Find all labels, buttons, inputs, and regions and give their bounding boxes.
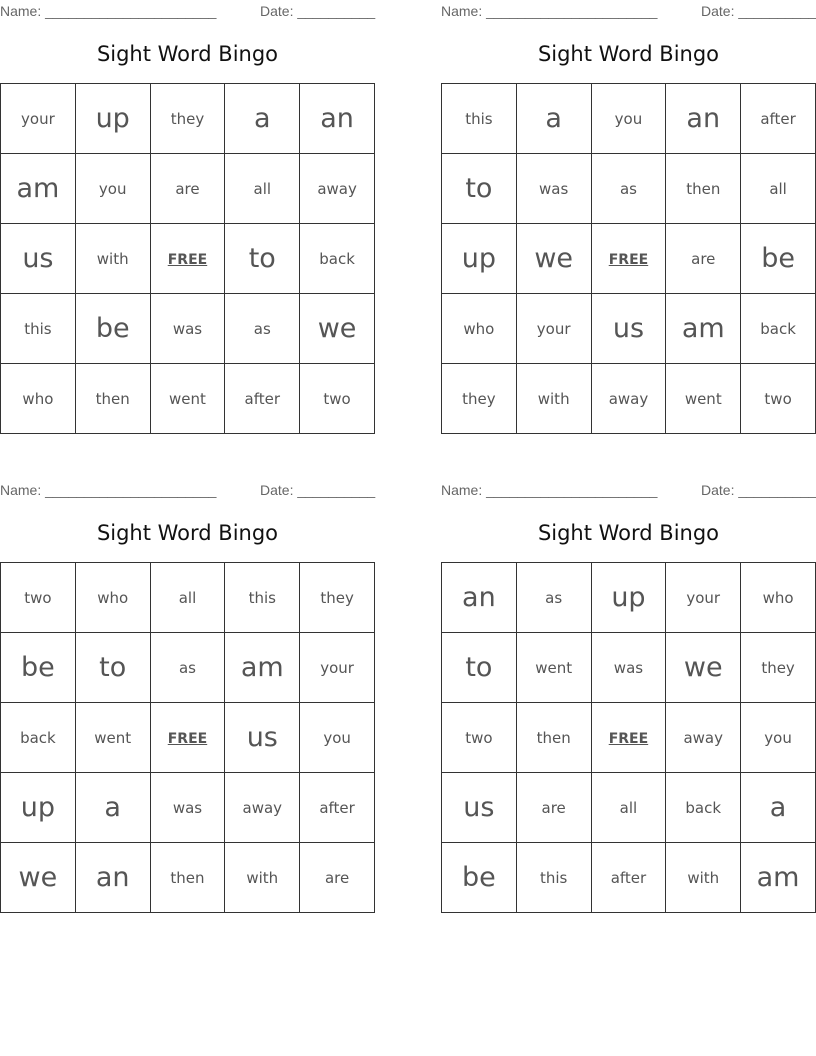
word-label: two <box>323 390 351 408</box>
word-cell <box>591 843 666 913</box>
word-label: an <box>686 103 721 134</box>
word-cell <box>150 773 225 843</box>
word-label: away <box>608 390 649 408</box>
word-label: who <box>463 320 495 338</box>
word-cell <box>300 364 375 434</box>
word-label: back <box>760 320 796 338</box>
word-label: after <box>760 110 796 128</box>
word-label: up <box>95 103 130 134</box>
word-cell <box>591 773 666 843</box>
word-cell <box>666 843 741 913</box>
word-label: this <box>539 869 568 887</box>
free-space-cell <box>150 224 225 294</box>
word-cell <box>1 843 76 913</box>
word-label: to <box>99 652 127 683</box>
word-cell <box>1 154 76 224</box>
word-cell <box>300 84 375 154</box>
word-label: after <box>319 799 355 817</box>
word-label: went <box>535 659 573 677</box>
word-cell <box>741 633 816 703</box>
grid-row <box>442 563 816 633</box>
word-cell <box>75 633 150 703</box>
word-label: we <box>18 862 58 893</box>
word-cell <box>1 633 76 703</box>
word-cell <box>300 773 375 843</box>
word-cell <box>591 563 666 633</box>
word-cell <box>75 773 150 843</box>
word-cell <box>75 294 150 364</box>
word-cell <box>150 154 225 224</box>
word-cell <box>75 703 150 773</box>
word-cell <box>300 563 375 633</box>
word-label: am <box>240 652 284 683</box>
word-label: all <box>253 180 272 198</box>
grid-row <box>1 294 375 364</box>
word-label: two <box>465 729 493 747</box>
word-cell <box>741 703 816 773</box>
word-label: be <box>95 313 130 344</box>
word-cell <box>741 154 816 224</box>
word-label: your <box>320 659 354 677</box>
word-label: they <box>170 110 205 128</box>
word-cell <box>516 633 591 703</box>
word-label: then <box>95 390 130 408</box>
free-space-label: FREE <box>167 252 208 268</box>
word-cell <box>300 224 375 294</box>
word-label: after <box>244 390 281 408</box>
word-cell <box>442 364 517 434</box>
grid-row <box>1 364 375 434</box>
word-cell <box>666 563 741 633</box>
word-label: to <box>465 652 493 683</box>
word-label: who <box>97 589 129 607</box>
word-label: they <box>462 390 496 408</box>
word-cell <box>442 843 517 913</box>
word-cell <box>516 224 591 294</box>
word-label: was <box>172 799 203 817</box>
word-label: who <box>22 390 54 408</box>
name-label: Name: ______________________ <box>441 482 658 498</box>
word-label: am <box>756 862 800 893</box>
grid-row <box>1 224 375 294</box>
word-cell <box>591 633 666 703</box>
word-label: am <box>16 173 60 204</box>
word-cell <box>516 773 591 843</box>
word-cell <box>516 563 591 633</box>
word-label: with <box>537 390 570 408</box>
bingo-grid <box>0 83 375 434</box>
word-cell <box>516 294 591 364</box>
word-cell <box>150 633 225 703</box>
word-label: your <box>536 320 571 338</box>
grid-row <box>442 294 816 364</box>
word-label: as <box>545 589 563 607</box>
word-label: am <box>681 313 725 344</box>
word-label: as <box>178 659 196 677</box>
word-label: went <box>169 390 206 408</box>
word-cell <box>150 563 225 633</box>
grid-row <box>442 224 816 294</box>
word-cell <box>666 773 741 843</box>
word-label: you <box>98 180 127 198</box>
word-label: you <box>323 729 351 747</box>
word-cell <box>225 633 300 703</box>
word-cell <box>741 773 816 843</box>
grid-row <box>1 843 375 913</box>
word-label: to <box>465 173 493 204</box>
name-label: Name: ______________________ <box>0 3 217 19</box>
word-cell <box>516 84 591 154</box>
grid-row <box>1 773 375 843</box>
word-label: us <box>463 792 495 823</box>
word-cell <box>516 364 591 434</box>
word-cell <box>225 154 300 224</box>
word-label: be <box>761 243 795 274</box>
free-space-cell <box>591 703 666 773</box>
card-title: Sight Word Bingo <box>537 521 720 545</box>
card-title: Sight Word Bingo <box>537 42 720 66</box>
word-cell <box>300 843 375 913</box>
word-label: as <box>253 320 271 338</box>
bingo-grid <box>441 562 816 913</box>
word-cell <box>1 563 76 633</box>
word-label: an <box>95 862 130 893</box>
word-label: are <box>541 799 566 817</box>
word-label: went <box>94 729 132 747</box>
word-cell <box>591 364 666 434</box>
word-label: a <box>253 103 271 134</box>
grid-row <box>1 563 375 633</box>
date-label: Date: __________ <box>701 3 816 19</box>
word-cell <box>442 563 517 633</box>
word-label: this <box>24 320 52 338</box>
word-cell <box>150 294 225 364</box>
word-cell <box>1 294 76 364</box>
name-date-row <box>441 482 816 498</box>
word-cell <box>666 633 741 703</box>
word-label: up <box>611 582 646 613</box>
word-cell <box>442 154 517 224</box>
word-label: this <box>465 110 493 128</box>
free-space-label: FREE <box>608 252 649 268</box>
word-cell <box>75 563 150 633</box>
word-label: away <box>242 799 283 817</box>
word-label: to <box>248 243 276 274</box>
word-label: then <box>536 729 571 747</box>
word-label: away <box>683 729 723 747</box>
word-label: was <box>613 659 644 677</box>
word-label: they <box>320 589 354 607</box>
grid-row <box>1 154 375 224</box>
word-cell <box>225 773 300 843</box>
word-cell <box>442 773 517 843</box>
word-cell <box>75 364 150 434</box>
word-label: all <box>769 180 787 198</box>
name-label: Name: ______________________ <box>441 3 658 19</box>
word-label: this <box>248 589 276 607</box>
grid-row <box>1 633 375 703</box>
word-cell <box>225 224 300 294</box>
grid-row <box>442 773 816 843</box>
grid-row <box>1 84 375 154</box>
word-label: we <box>534 243 574 274</box>
word-cell <box>150 84 225 154</box>
word-label: back <box>685 799 722 817</box>
word-label: with <box>246 869 279 887</box>
word-label: we <box>317 313 357 344</box>
word-cell <box>1 84 76 154</box>
word-label: up <box>20 792 56 823</box>
word-label: an <box>462 582 496 613</box>
free-space-cell <box>150 703 225 773</box>
word-cell <box>225 703 300 773</box>
word-cell <box>300 154 375 224</box>
word-cell <box>516 154 591 224</box>
word-cell <box>1 773 76 843</box>
word-label: two <box>764 390 792 408</box>
word-cell <box>300 703 375 773</box>
word-label: with <box>96 250 129 268</box>
name-date-row <box>0 482 375 498</box>
word-label: then <box>170 869 205 887</box>
card-title: Sight Word Bingo <box>96 42 279 66</box>
word-cell <box>150 364 225 434</box>
word-cell <box>225 294 300 364</box>
word-cell <box>75 84 150 154</box>
grid-row <box>442 364 816 434</box>
word-label: all <box>178 589 197 607</box>
word-cell <box>741 294 816 364</box>
free-space-label: FREE <box>608 731 649 747</box>
word-label: all <box>619 799 638 817</box>
word-label: a <box>769 792 787 823</box>
word-cell <box>225 843 300 913</box>
word-cell <box>442 703 517 773</box>
date-label: Date: __________ <box>260 3 376 19</box>
word-label: are <box>691 250 716 268</box>
word-label: we <box>683 652 723 683</box>
grid-row <box>442 154 816 224</box>
word-label: after <box>610 869 647 887</box>
grid-row <box>1 703 375 773</box>
word-cell <box>225 364 300 434</box>
word-label: back <box>20 729 56 747</box>
word-label: be <box>462 862 496 893</box>
word-label: be <box>21 652 55 683</box>
word-cell <box>75 154 150 224</box>
word-label: up <box>461 243 497 274</box>
bingo-grid <box>441 83 816 434</box>
word-label: they <box>761 659 795 677</box>
word-cell <box>225 563 300 633</box>
date-label: Date: __________ <box>260 482 376 498</box>
word-cell <box>741 563 816 633</box>
word-label: you <box>614 110 643 128</box>
word-label: two <box>24 589 52 607</box>
grid-row <box>442 843 816 913</box>
word-label: us <box>22 243 54 274</box>
word-label: as <box>619 180 637 198</box>
word-label: us <box>246 722 278 753</box>
word-label: your <box>21 110 55 128</box>
name-date-row <box>441 3 816 19</box>
word-label: your <box>686 589 721 607</box>
grid-row <box>442 633 816 703</box>
word-label: an <box>320 103 354 134</box>
word-cell <box>442 294 517 364</box>
word-cell <box>300 294 375 364</box>
word-cell <box>1 364 76 434</box>
word-cell <box>442 84 517 154</box>
word-cell <box>666 294 741 364</box>
word-cell <box>300 633 375 703</box>
word-cell <box>1 224 76 294</box>
word-cell <box>516 843 591 913</box>
word-label: a <box>545 103 562 134</box>
word-cell <box>741 84 816 154</box>
word-cell <box>666 364 741 434</box>
word-cell <box>442 224 517 294</box>
word-cell <box>75 843 150 913</box>
date-label: Date: __________ <box>701 482 816 498</box>
word-cell <box>741 843 816 913</box>
word-label: went <box>684 390 722 408</box>
word-cell <box>225 84 300 154</box>
name-date-row <box>0 3 375 19</box>
word-cell <box>516 703 591 773</box>
word-cell <box>591 154 666 224</box>
word-cell <box>591 84 666 154</box>
word-cell <box>741 364 816 434</box>
word-cell <box>741 224 816 294</box>
word-cell <box>666 84 741 154</box>
word-label: who <box>762 589 794 607</box>
word-label: was <box>172 320 203 338</box>
word-label: then <box>686 180 721 198</box>
word-label: a <box>104 792 121 823</box>
word-cell <box>442 633 517 703</box>
word-label: you <box>764 729 792 747</box>
free-space-cell <box>591 224 666 294</box>
word-cell <box>75 224 150 294</box>
word-cell <box>591 294 666 364</box>
word-label: away <box>317 180 357 198</box>
word-label: us <box>612 313 645 344</box>
word-label: with <box>687 869 720 887</box>
word-cell <box>666 154 741 224</box>
grid-row <box>442 703 816 773</box>
word-cell <box>1 703 76 773</box>
word-label: was <box>539 180 569 198</box>
word-label: are <box>175 180 200 198</box>
word-cell <box>150 843 225 913</box>
card-title: Sight Word Bingo <box>96 521 279 545</box>
bingo-grid <box>0 562 375 913</box>
free-space-label: FREE <box>167 731 208 747</box>
word-cell <box>666 224 741 294</box>
grid-row <box>442 84 816 154</box>
word-label: are <box>324 869 350 887</box>
word-label: back <box>319 250 355 268</box>
word-cell <box>666 703 741 773</box>
name-label: Name: ______________________ <box>0 482 217 498</box>
